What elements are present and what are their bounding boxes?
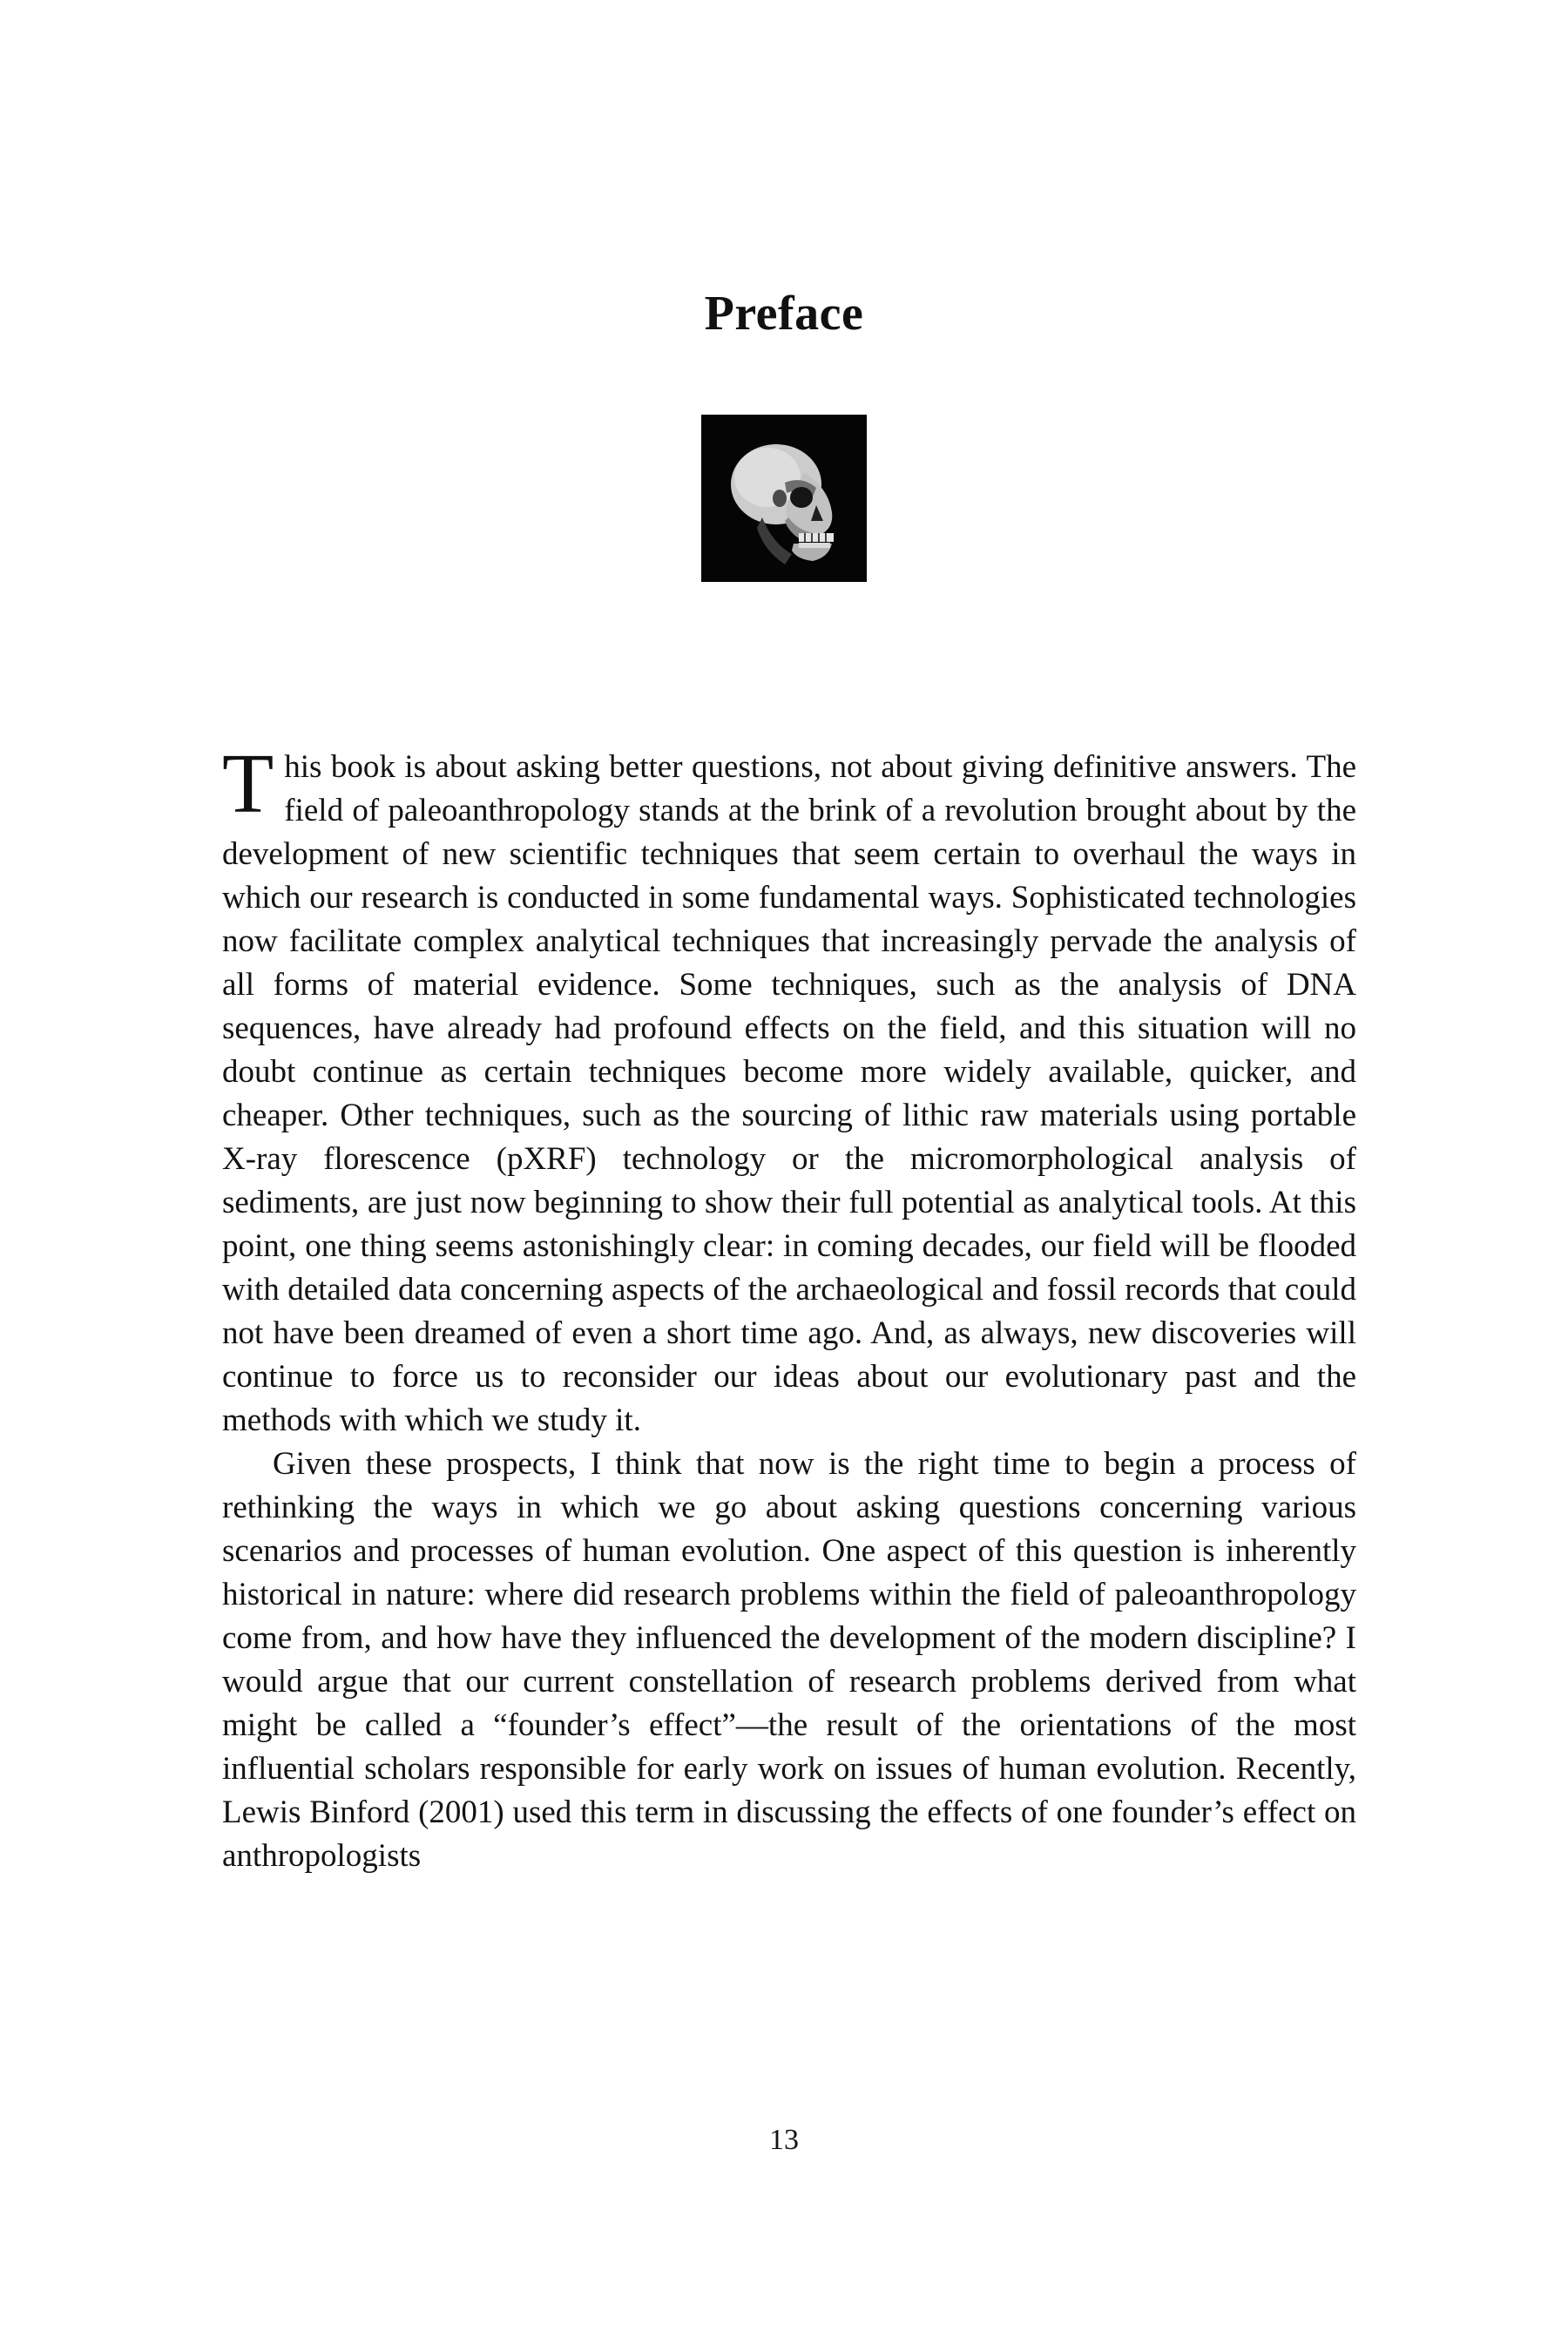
paragraph <box>222 1443 1356 1878</box>
body-text <box>222 737 1356 1878</box>
paragraph-text: his book is about asking better questions, not about giving definitive answers. The field of paleoanthropology stands at the brink of a revolution brought about by the development of new scientific techniques that seem certain to overhaul the ways in which our research is conducted in some fundamental ways. Sophisticated technologies now facilitate complex analytical techniques that increasingly pervade the analysis of all forms of material evidence. Some techniques, such as the analysis of DNA sequences, have already had profound effects on the field, and this situation will no doubt continue as certain techniques become more widely available, quicker, and cheaper. Other techniques, such as the sourcing of lithic raw materials using portable X-ray florescence (pXRF) technology or the micromorphological analysis of sediments, are just now beginning to show their full potential as analytical tools. At this point, one thing seems astonishingly clear: in coming decades, our field will be flooded with detailed data concerning aspects of the archaeological and fossil records that could not have been dreamed of even a short time ago. And, as always, new discoveries will continue to force us to reconsider our ideas about our evolutionary past and the methods with which we study it. <box>222 749 1356 1438</box>
page-number: 13 <box>769 2124 799 2156</box>
page-title: Preface <box>704 287 864 341</box>
skull-icon <box>701 415 867 582</box>
drop-cap: T <box>222 737 274 830</box>
paragraph-text: Given these prospects, I think that now is the right time to begin a process of rethinking the ways in which we go about asking questions concerning various scenarios and processes of human evolution. One aspect of this question is inherently historical in nature: where did research problems within the field of paleoanthropology come from, and how have they influenced the development of the modern discipline? I would argue that our current constellation of research problems derived from what might be called a “founder’s effect”—the result of the orientations of the most influential scholars responsible for early work on issues of human evolution. Recently, Lewis Binford (2001) used this term in discussing the effects of one founder’s effect on anthropologists <box>222 1446 1356 1874</box>
paragraph <box>222 737 1356 1443</box>
skull-image <box>701 415 867 582</box>
